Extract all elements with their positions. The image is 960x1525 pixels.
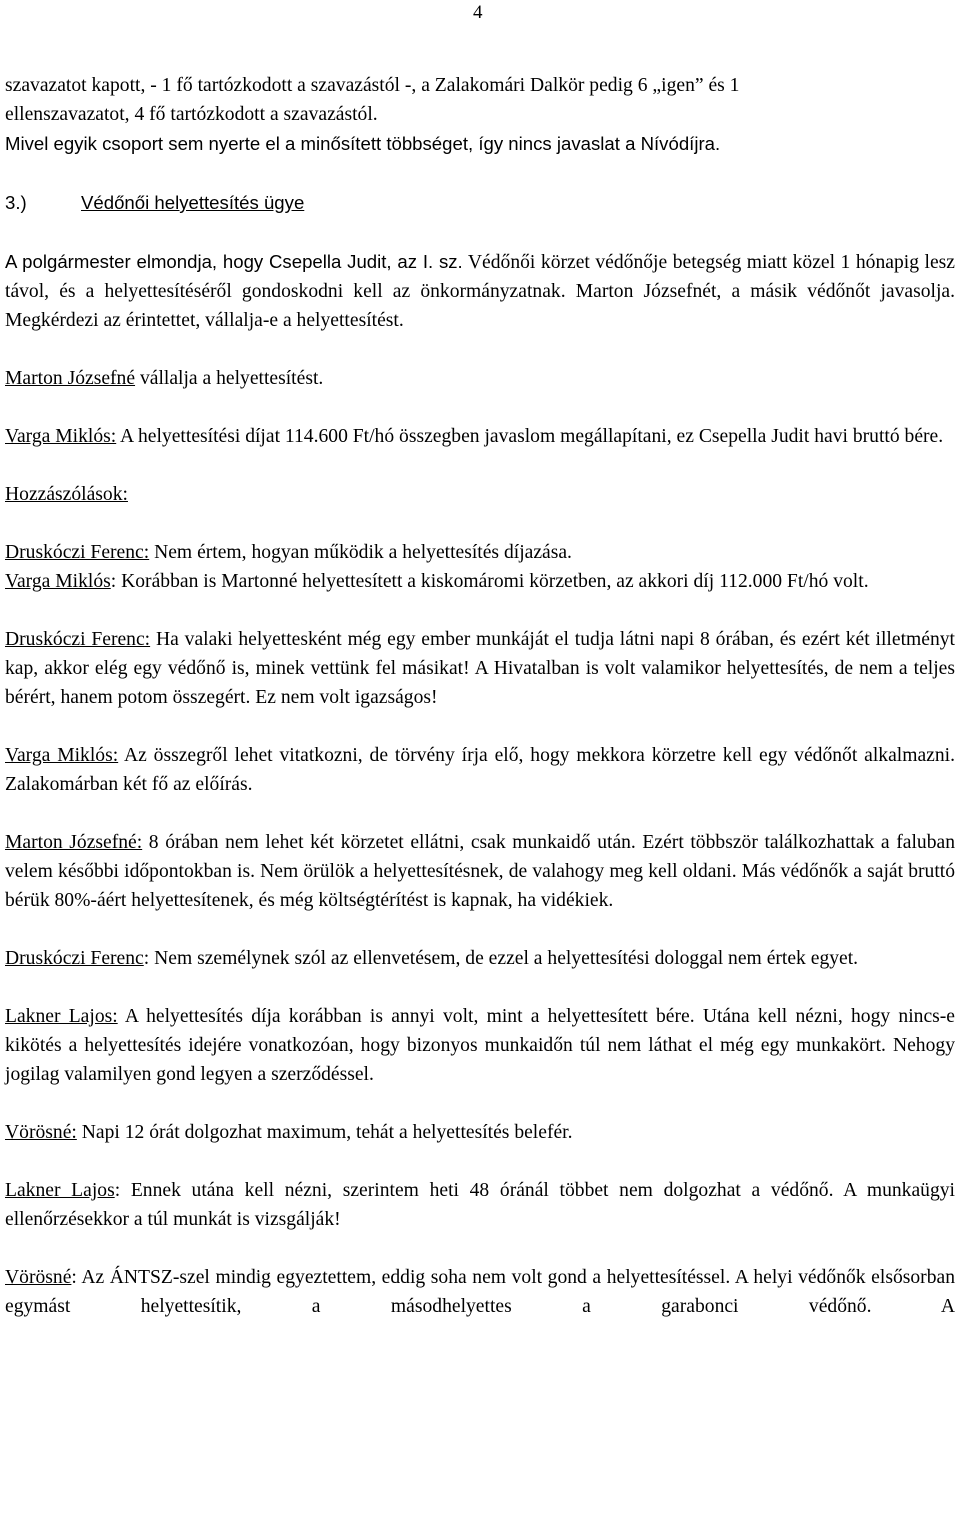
paragraph-text: Az összegről lehet vitatkozni, de törvény írja elő, hogy mekkora körzetre kell egy védőnőt alkalmazni. Zalakomárban két fő az előírás. (5, 745, 955, 795)
speaker-name: Varga Miklós: (5, 426, 117, 447)
speaker-name: Druskóczi Ferenc: (5, 629, 151, 650)
intro-line-2: ellenszavazatot, 4 fő tartózkodott a szavazástól. (5, 104, 378, 125)
paragraph-druskoczi-3 (5, 944, 955, 973)
paragraph-varga-2 (5, 567, 955, 596)
paragraph-text: vállalja a helyettesítést. (135, 368, 324, 389)
page-number: 4 (473, 2, 483, 23)
paragraph-varga-3 (5, 741, 955, 799)
speaker-name: Vörösné: (5, 1122, 77, 1143)
paragraph-sans-text: A polgármester elmondja, hogy Csepella Judit, az I. sz. (5, 251, 463, 272)
speaker-name: Vörösné (5, 1267, 72, 1288)
intro-line-3: Mivel egyik csoport sem nyerte el a minősített többséget, így nincs javaslat a Nívódíjra. (5, 133, 721, 154)
section-title: Védőnői helyettesítés ügye (81, 192, 305, 213)
comments-heading (5, 480, 955, 509)
paragraph-text: : Az ÁNTSZ-szel mindig egyeztettem, eddig soha nem volt gond a helyettesítéssel. A helyi védőnők elsősorban egymást helyettesítik, a másodhelyettes a garabonci védőnő. A (5, 1267, 955, 1317)
speaker-name: Druskóczi Ferenc (5, 948, 144, 969)
paragraph-text: 8 órában nem lehet két körzetet ellátni, csak munkaidő után. Ezért többször találkozhattak a faluban velem későbbi időpontokban is. Nem örülök a helyettesítésnek, de valahogy meg kell oldani. Más védőnők a saját bruttó bérük 80%-áért helyettesítenek, és még költségtérítést is kapnak, ha vidékiek. (5, 832, 955, 911)
speaker-name: Marton Józsefné: (5, 832, 143, 853)
paragraph-text: Nem értem, hogyan működik a helyettesítés díjazása. (149, 542, 572, 563)
paragraph-intro (5, 247, 955, 335)
paragraph-text: Ha valaki helyettesként még egy ember munkáját el tudja látni napi 8 órában, és ezért két illetményt kap, akkor elég egy védőnő is, minek vettünk fel másikat! A Hivatalban is volt valamikor helyettesítés, de nem a teljes bérért, hanem potom összegért. Ez nem volt igazságos! (5, 629, 955, 708)
paragraph-druskoczi-2 (5, 625, 955, 712)
paragraph-text: : Nem személynek szól az ellenvetésem, de ezzel a helyettesítési dologgal nem értek egyet. (143, 948, 859, 969)
paragraph-text: Napi 12 órát dolgozhat maximum, tehát a helyettesítés belefér. (76, 1122, 573, 1143)
paragraph-marton-accepts (5, 364, 955, 393)
section-heading (5, 188, 955, 218)
speaker-name: Lakner Lajos: (5, 1006, 118, 1027)
speaker-name: Varga Miklós (5, 571, 111, 592)
paragraph-marton-2 (5, 828, 955, 915)
paragraph-lakner-1 (5, 1002, 955, 1089)
paragraph-text: A helyettesítési díjat 114.600 Ft/hó összegben javaslom megállapítani, ez Csepella Judit havi bruttó bére. (116, 426, 944, 447)
paragraph-varga-proposal (5, 422, 955, 451)
document-body (5, 71, 955, 1321)
speaker-name: Druskóczi Ferenc: (5, 542, 150, 563)
intro-paragraph (5, 71, 955, 159)
paragraph-druskoczi-1 (5, 538, 955, 567)
paragraph-text: Védőnői körzet védőnője betegség miatt közel 1 hónapig lesz távol, és a helyettesítéséről gondoskodni kell az önkormányzatnak. Marton Józsefnét, a másik védőnőt javasolja. Megkérdezi az érintettet, vállalja-e a helyettesítést. (5, 252, 955, 331)
comments-label: Hozzászólások: (5, 484, 128, 505)
paragraph-text: : Korábban is Martonné helyettesített a kiskomáromi körzetben, az akkori díj 112.000 Ft/hó volt. (110, 571, 869, 592)
intro-line-1: szavazatot kapott, - 1 fő tartózkodott a szavazástól -, a Zalakomári Dalkör pedig 6 „igen” és 1 (5, 75, 740, 96)
speaker-name: Marton Józsefné (5, 368, 136, 389)
paragraph-vorosne-2 (5, 1263, 955, 1321)
speaker-name: Varga Miklós: (5, 745, 119, 766)
paragraph-vorosne-1 (5, 1118, 955, 1147)
paragraph-text: : Ennek utána kell nézni, szerintem heti 48 óránál többet nem dolgozhat a védőnő. A munkaügyi ellenőrzésekkor a túl munkát is vizsgálják! (5, 1180, 955, 1230)
section-number: 3.) (5, 192, 27, 213)
speaker-name: Lakner Lajos (5, 1180, 115, 1201)
paragraph-text: A helyettesítés díja korábban is annyi volt, mint a helyettesített bére. Utána kell nézni, hogy nincs-e kikötés a helyettesítés idejére vonatkozóan, hogy bizonyos munkaidőn túl nem láthat el még egy munkakört. Nehogy jogilag valamilyen gond legyen a szerződéssel. (5, 1006, 955, 1085)
paragraph-lakner-2 (5, 1176, 955, 1234)
